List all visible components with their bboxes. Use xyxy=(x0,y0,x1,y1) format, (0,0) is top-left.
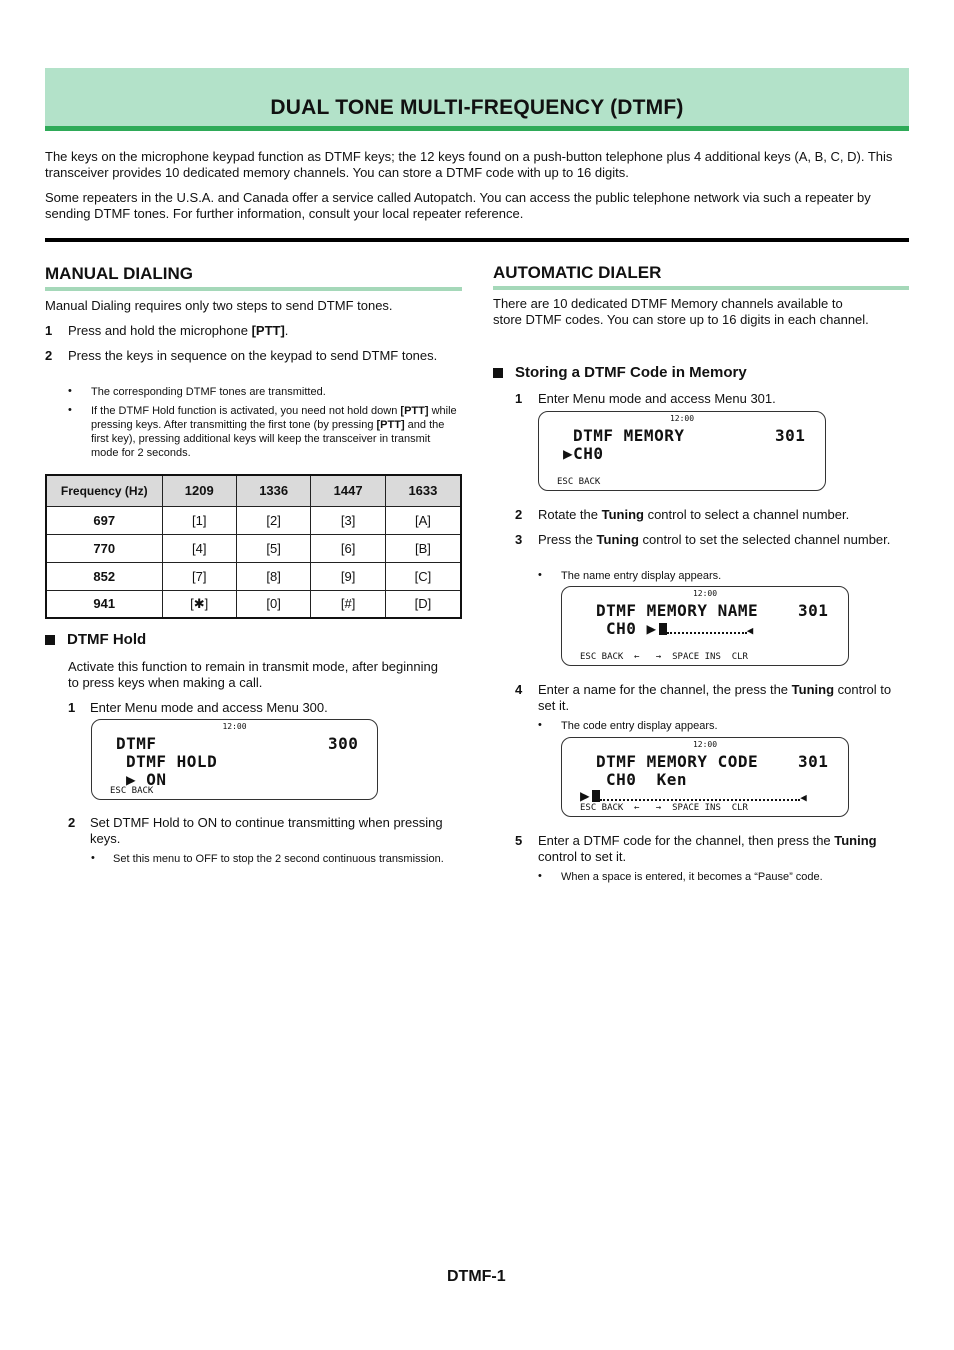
auto-step-4-number: 4 xyxy=(515,682,523,697)
manual-intro: Manual Dialing requires only two steps to send DTMF tones. xyxy=(45,298,393,313)
intro-paragraph-1: The keys on the microphone keypad function as DTMF keys; the 12 keys found on a push-button telephone plus 4 additional keys (A, B, C, D). This transceiver provides 10 dedicated memory channels. You can store a DTMF code with up to 16 digits. xyxy=(45,149,893,180)
auto-step-5-c: control to set it. xyxy=(538,849,627,864)
table-header-row xyxy=(46,475,461,506)
manual-dialing-title: MANUAL DIALING xyxy=(45,264,193,283)
lcd-line-1: DTMF MEMORY xyxy=(573,426,685,445)
table-cell: [6] xyxy=(311,534,385,562)
table-header-cell: Frequency (Hz) xyxy=(46,475,162,506)
page-title: DUAL TONE MULTI-FREQUENCY (DTMF) xyxy=(270,96,684,119)
lcd-line-3: ▶ ON xyxy=(126,770,167,789)
bullet-dot: • xyxy=(538,870,542,882)
manual-step-1-text: Press and hold the microphone xyxy=(68,323,252,338)
hold-bullet: Set this menu to OFF to stop the 2 second continuous transmission. xyxy=(113,853,444,865)
lcd-soft-keys: ESC BACK xyxy=(557,477,601,487)
lcd-line-2: DTMF HOLD xyxy=(126,752,218,771)
bullet-dot: • xyxy=(538,569,542,581)
table-cell: [8] xyxy=(236,562,310,590)
table-row-header: 852 xyxy=(46,562,162,590)
lcd-menu-number: 301 xyxy=(775,426,806,445)
table-row xyxy=(46,534,461,562)
lcd-cursor-icon xyxy=(592,790,600,802)
auto-step-1: Enter Menu mode and access Menu 301. xyxy=(538,391,776,406)
table-cell: [C] xyxy=(385,562,461,590)
table-row xyxy=(46,506,461,534)
automatic-dialer-rule xyxy=(493,286,909,290)
dtmf-frequency-table xyxy=(45,474,462,619)
auto-step-1-number: 1 xyxy=(515,391,523,406)
auto-step-5-number: 5 xyxy=(515,833,523,848)
hold-step-2-number: 2 xyxy=(68,815,76,830)
auto-step-2-c: control to select a channel number. xyxy=(643,507,850,522)
left-arrow-icon: ◀ xyxy=(800,791,808,804)
ptt-key: [PTT] xyxy=(376,419,405,431)
lcd-soft-keys: ESC BACK ← → SPACE INS CLR xyxy=(580,652,748,662)
bullet-dot: • xyxy=(91,852,95,864)
table-row xyxy=(46,590,461,618)
table-cell: [7] xyxy=(162,562,236,590)
table-header-cell: 1633 xyxy=(385,475,461,506)
table-cell: [2] xyxy=(236,506,310,534)
automatic-dialer-intro: There are 10 dedicated DTMF Memory channels available to store DTMF codes. You can store up to 16 digits in each channel. xyxy=(493,296,869,327)
page-number: DTMF-1 xyxy=(447,1268,506,1285)
lcd-line-2 xyxy=(606,619,754,638)
bullet-dot: • xyxy=(68,404,72,416)
table-cell: [1] xyxy=(162,506,236,534)
lcd-display-memory-code xyxy=(561,737,849,817)
left-arrow-icon: ◀ xyxy=(746,624,754,637)
square-bullet-icon xyxy=(493,368,503,378)
auto-step-4 xyxy=(538,682,908,714)
auto-step-5 xyxy=(538,833,898,865)
lcd-soft-keys: ESC BACK ← → SPACE INS CLR xyxy=(580,803,748,813)
table-cell: [5] xyxy=(236,534,310,562)
auto-step-3-a: Press the xyxy=(538,532,597,547)
manual-dialing-rule xyxy=(45,287,462,291)
auto-step-4-a: Enter a name for the channel, the press the xyxy=(538,682,792,697)
table-header-cell: 1447 xyxy=(311,475,385,506)
hold-step-1: Enter Menu mode and access Menu 300. xyxy=(90,700,328,715)
manual-step-1-number: 1 xyxy=(45,323,53,338)
intro-paragraph-2: Some repeaters in the U.S.A. and Canada offer a service called Autopatch. You can access the public telephone network via such a repeater by sending DTMF tones. For further information, consult your local repeater reference. xyxy=(45,190,871,221)
manual-bullet-1: The corresponding DTMF tones are transmitted. xyxy=(91,386,326,398)
table-cell: [D] xyxy=(385,590,461,618)
table-cell: [✱] xyxy=(162,590,236,618)
ptt-key: [PTT] xyxy=(400,405,429,417)
auto-step-5-a: Enter a DTMF code for the channel, then press the xyxy=(538,833,835,848)
lcd-menu-number: 301 xyxy=(798,601,829,620)
section-divider xyxy=(45,238,909,242)
auto-step-2 xyxy=(538,507,908,523)
table-row-header: 697 xyxy=(46,506,162,534)
lcd-display-menu-301 xyxy=(538,411,826,491)
lcd-clock: 12:00 xyxy=(692,589,718,598)
hold-step-2: Set DTMF Hold to ON to continue transmitting when pressing keys. xyxy=(90,815,443,846)
manual-bullet-2-e: and the first key), pressing additional keys will keep the transceiver in transmit mode for 2 seconds. xyxy=(91,419,445,459)
lcd-menu-number: 300 xyxy=(328,734,359,753)
table-cell: [B] xyxy=(385,534,461,562)
auto-step-3-c: control to set the selected channel number. xyxy=(638,532,891,547)
dtmf-hold-intro: Activate this function to remain in transmit mode, after beginning to press keys when making a call. xyxy=(68,659,438,690)
square-bullet-icon xyxy=(45,635,55,645)
automatic-dialer-title: AUTOMATIC DIALER xyxy=(493,263,662,282)
manual-bullet-2 xyxy=(91,404,457,460)
lcd-line-2: CH0 Ken xyxy=(606,770,688,789)
table-row xyxy=(46,562,461,590)
table-header-cell: 1209 xyxy=(162,475,236,506)
lcd-cursor-icon xyxy=(659,623,667,635)
table-header-cell: 1336 xyxy=(236,475,310,506)
lcd-pointer: ▶ xyxy=(580,786,591,805)
title-rule xyxy=(45,126,909,131)
dtmf-hold-title: DTMF Hold xyxy=(67,631,147,648)
table-cell: [9] xyxy=(311,562,385,590)
lcd-menu-number: 301 xyxy=(798,752,829,771)
lcd-line-1: DTMF xyxy=(116,734,157,753)
table-cell: [#] xyxy=(311,590,385,618)
auto-bullet-4: The code entry display appears. xyxy=(561,720,718,732)
manual-step-2: Press the keys in sequence on the keypad to send DTMF tones. xyxy=(68,348,438,363)
lcd-display-memory-name xyxy=(561,586,849,666)
lcd-clock: 12:00 xyxy=(692,740,718,749)
auto-bullet-3: The name entry display appears. xyxy=(561,570,722,582)
manual-step-1 xyxy=(68,323,462,339)
tuning-control: Tuning xyxy=(596,532,639,547)
bullet-dot: • xyxy=(68,385,72,397)
lcd-channel-label: CH0 ▶ xyxy=(606,619,657,638)
bullet-dot: • xyxy=(538,719,542,731)
tuning-control: Tuning xyxy=(601,507,644,522)
table-cell: [3] xyxy=(311,506,385,534)
table-row-header: 770 xyxy=(46,534,162,562)
tuning-control: Tuning xyxy=(791,682,835,697)
lcd-entry-underline xyxy=(667,632,747,634)
lcd-entry-underline xyxy=(600,799,800,801)
hold-step-1-number: 1 xyxy=(68,700,76,715)
auto-step-3-number: 3 xyxy=(515,532,523,547)
table-cell: [4] xyxy=(162,534,236,562)
lcd-line-2: ▶CH0 xyxy=(563,444,604,463)
auto-step-3 xyxy=(538,532,908,548)
lcd-display-menu-300 xyxy=(91,719,378,800)
auto-step-4-c: control to set it. xyxy=(538,682,892,713)
table-cell: [A] xyxy=(385,506,461,534)
auto-step-2-a: Rotate the xyxy=(538,507,602,522)
lcd-clock: 12:00 xyxy=(222,722,247,731)
manual-step-1-end: . xyxy=(284,323,289,338)
tuning-control: Tuning xyxy=(834,833,877,848)
lcd-line-1: DTMF MEMORY CODE xyxy=(596,752,759,771)
lcd-clock: 12:00 xyxy=(669,414,695,423)
lcd-soft-keys: ESC BACK xyxy=(110,786,154,796)
storing-dtmf-code-title: Storing a DTMF Code in Memory xyxy=(515,364,747,381)
manual-bullet-2-a: If the DTMF Hold function is activated, you need not hold down xyxy=(91,405,401,417)
manual-bullet-2-c: while pressing keys. After transmitting the first tone (by pressing xyxy=(91,405,457,431)
table-cell: [0] xyxy=(236,590,310,618)
manual-step-2-number: 2 xyxy=(45,348,53,363)
auto-step-2-number: 2 xyxy=(515,507,523,522)
ptt-key: [PTT] xyxy=(251,323,285,338)
lcd-line-1: DTMF MEMORY NAME xyxy=(596,601,759,620)
auto-bullet-5: When a space is entered, it becomes a “Pause” code. xyxy=(561,871,823,883)
table-row-header: 941 xyxy=(46,590,162,618)
